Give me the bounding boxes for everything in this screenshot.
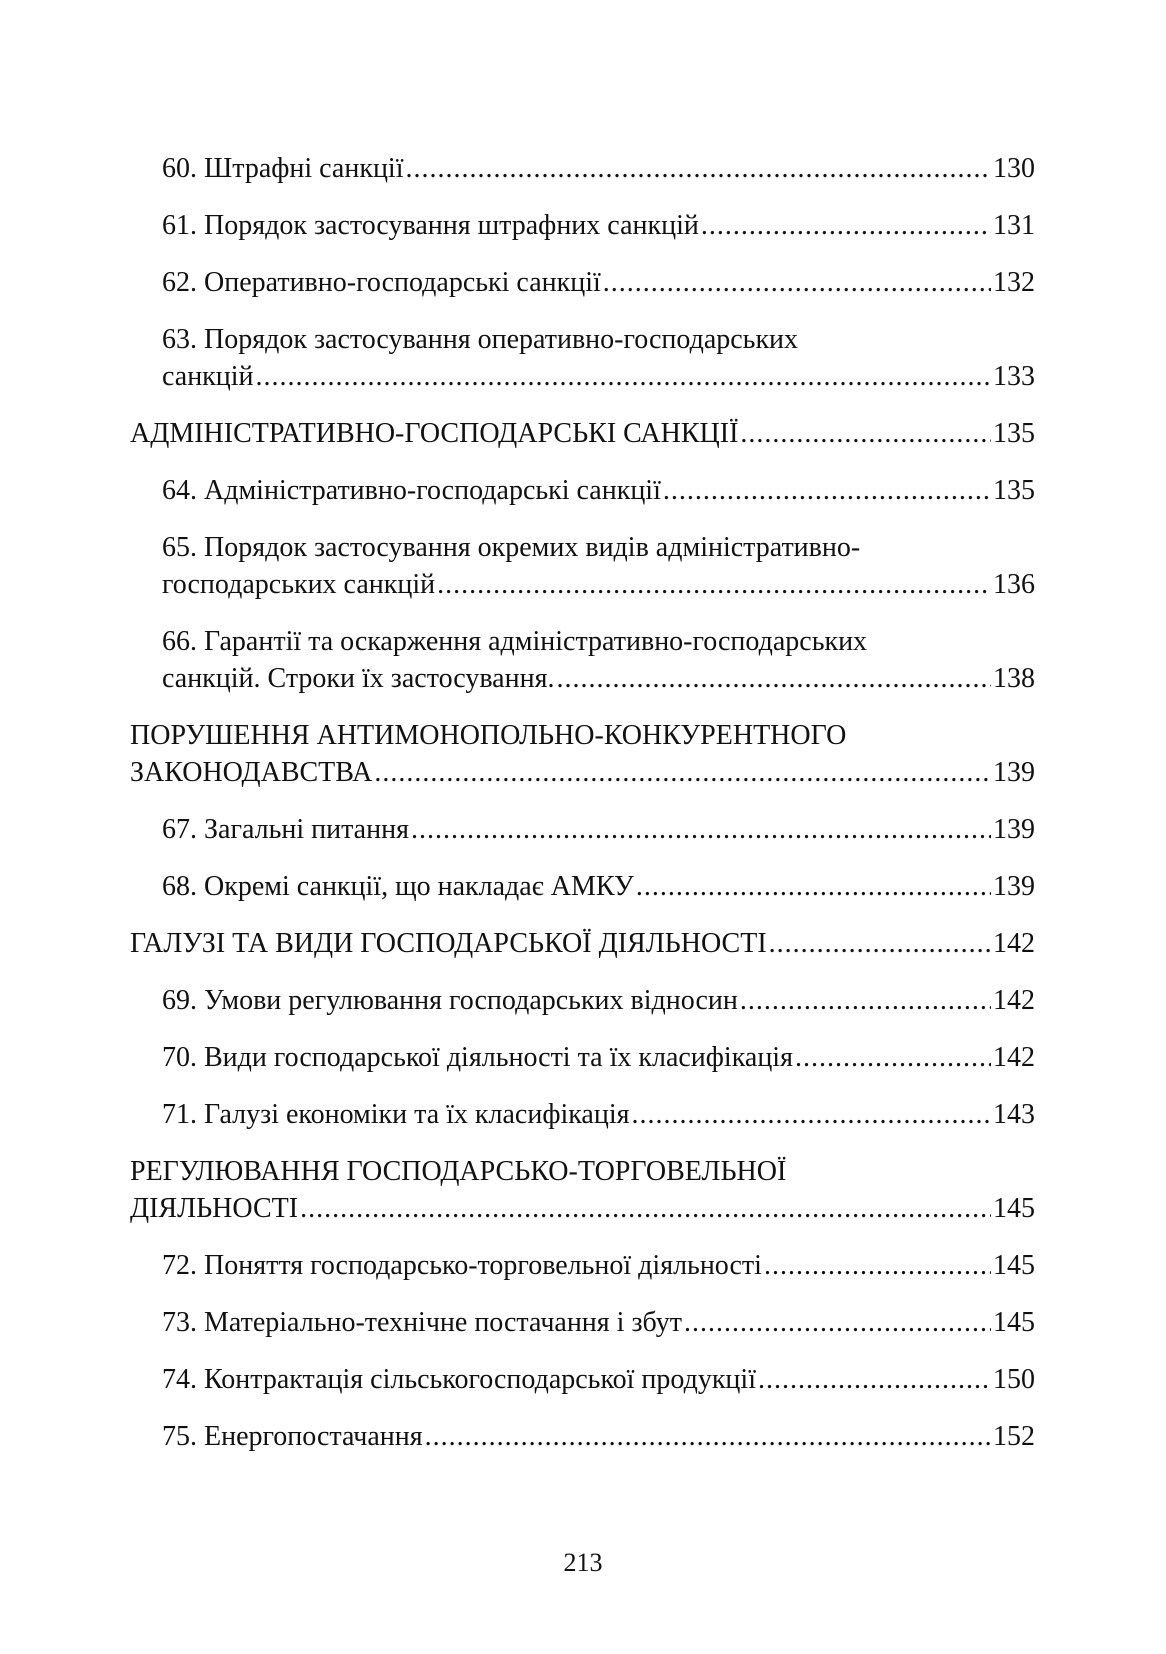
toc-entry-title: 64. Адміністративно-господарські санкції <box>162 475 661 506</box>
toc-item <box>130 982 1035 1019</box>
toc-page-number: 135 <box>993 475 1035 506</box>
toc-entry-leader-line <box>130 925 1035 962</box>
toc-page-number: 135 <box>993 418 1035 449</box>
toc-entry-title-line: РЕГУЛЮВАННЯ ГОСПОДАРСЬКО-ТОРГОВЕЛЬНОЇ <box>130 1156 787 1187</box>
toc-entry-leader-line <box>162 358 1035 395</box>
toc-entry-leader-line <box>162 150 1035 187</box>
toc-item <box>130 1247 1035 1284</box>
dot-leader <box>769 925 991 962</box>
toc-page-number: 132 <box>993 267 1035 298</box>
toc-entry-title: 60. Штрафні санкції <box>162 153 404 184</box>
toc-page-number: 145 <box>993 1193 1035 1224</box>
toc-page-number: 139 <box>993 871 1035 902</box>
toc-entry-title: 74. Контрактація сільськогосподарської продукції <box>162 1364 756 1395</box>
toc-page-number: 139 <box>993 814 1035 845</box>
toc-entry-leader-line <box>162 868 1035 905</box>
toc-entry-title: 68. Окремі санкції, що накладає АМКУ <box>162 871 634 902</box>
toc-entry-leader-line <box>162 811 1035 848</box>
toc-entry-leader-line <box>162 1304 1035 1341</box>
toc-page-number: 130 <box>993 153 1035 184</box>
toc-entry-title: 71. Галузі економіки та їх класифікація <box>162 1099 630 1130</box>
toc-entry-title: 62. Оперативно-господарські санкції <box>162 267 601 298</box>
dot-leader <box>256 358 991 395</box>
toc-entry-title-line: ПОРУШЕННЯ АНТИМОНОПОЛЬНО-КОНКУРЕНТНОГО <box>130 720 847 751</box>
toc-item <box>130 1039 1035 1076</box>
toc-page-number: 138 <box>993 663 1035 694</box>
toc-item <box>130 811 1035 848</box>
toc-entry-leader-line <box>162 264 1035 301</box>
toc-item <box>130 1096 1035 1133</box>
toc-entry-leader-line <box>162 1096 1035 1133</box>
toc-entry-title: 75. Енергопостачання <box>162 1421 423 1452</box>
toc-item <box>130 472 1035 509</box>
dot-leader <box>411 811 991 848</box>
table-of-contents <box>130 150 1035 1475</box>
toc-page-number: 152 <box>993 1421 1035 1452</box>
toc-entry-leader-line <box>162 660 1035 697</box>
toc-page-number: 142 <box>993 1042 1035 1073</box>
toc-entry-leader-line <box>162 1418 1035 1455</box>
dot-leader <box>406 150 992 187</box>
dot-leader <box>374 754 991 791</box>
dot-leader <box>636 868 991 905</box>
toc-entry-title: ДІЯЛЬНОСТІ <box>130 1193 299 1224</box>
dot-leader <box>437 566 991 603</box>
toc-entry-title-line: 66. Гарантії та оскарження адміністративно-господарських <box>162 626 868 657</box>
toc-entry-title: ЗАКОНОДАВСТВА <box>130 757 373 788</box>
dot-leader <box>425 1418 991 1455</box>
toc-entry-title: АДМІНІСТРАТИВНО-ГОСПОДАРСЬКІ САНКЦІЇ <box>130 418 739 449</box>
toc-entry-title: санкцій. Строки їх застосування. <box>162 663 555 694</box>
dot-leader <box>795 1039 991 1076</box>
dot-leader <box>764 1247 991 1284</box>
toc-entry-leader-line <box>162 982 1035 1019</box>
toc-page-number: 139 <box>993 757 1035 788</box>
toc-page-number: 142 <box>993 928 1035 959</box>
toc-section <box>130 925 1035 962</box>
toc-entry-title: 73. Матеріально-технічне постачання і збут <box>162 1307 682 1338</box>
dot-leader <box>740 415 991 452</box>
toc-item <box>130 1304 1035 1341</box>
dot-leader <box>701 207 991 244</box>
toc-entry-leader-line <box>130 754 1035 791</box>
toc-item <box>130 529 1035 603</box>
toc-entry-leader-line <box>130 1190 1035 1227</box>
toc-page-number: 145 <box>993 1250 1035 1281</box>
toc-entry-leader-line <box>130 415 1035 452</box>
toc-item <box>130 1418 1035 1455</box>
toc-entry-title-line: 65. Порядок застосування окремих видів адміністративно- <box>162 532 861 563</box>
toc-entry-title: господарських санкцій <box>162 569 436 600</box>
toc-item <box>130 207 1035 244</box>
toc-section <box>130 1153 1035 1227</box>
dot-leader <box>684 1304 991 1341</box>
toc-entry-leader-line <box>162 472 1035 509</box>
toc-page-number: 143 <box>993 1099 1035 1130</box>
toc-item <box>130 623 1035 697</box>
toc-page-number: 131 <box>993 210 1035 241</box>
page-number: 213 <box>563 1548 603 1577</box>
toc-item <box>130 150 1035 187</box>
dot-leader <box>603 264 991 301</box>
toc-entry-leader-line <box>162 207 1035 244</box>
toc-page-number: 150 <box>993 1364 1035 1395</box>
toc-entry-title: 67. Загальні питання <box>162 814 409 845</box>
toc-entry-title: 70. Види господарської діяльності та їх класифікація <box>162 1042 793 1073</box>
toc-entry-title: 69. Умови регулювання господарських відносин <box>162 985 738 1016</box>
toc-item <box>130 264 1035 301</box>
dot-leader <box>740 982 991 1019</box>
dot-leader <box>556 660 991 697</box>
toc-section <box>130 415 1035 452</box>
dot-leader <box>758 1361 991 1398</box>
dot-leader <box>632 1096 992 1133</box>
toc-page-number: 133 <box>993 361 1035 392</box>
toc-item <box>130 321 1035 395</box>
toc-entry-title-line: 63. Порядок застосування оперативно-господарських <box>162 324 799 355</box>
toc-section <box>130 717 1035 791</box>
toc-entry-leader-line <box>162 1361 1035 1398</box>
toc-page-number: 145 <box>993 1307 1035 1338</box>
toc-page-number: 142 <box>993 985 1035 1016</box>
toc-item <box>130 1361 1035 1398</box>
toc-entry-title: 72. Поняття господарсько-торговельної діяльності <box>162 1250 762 1281</box>
toc-entry-leader-line <box>162 1039 1035 1076</box>
dot-leader <box>300 1190 991 1227</box>
toc-entry-leader-line <box>162 566 1035 603</box>
toc-entry-leader-line <box>162 1247 1035 1284</box>
toc-entry-title: 61. Порядок застосування штрафних санкцій <box>162 210 699 241</box>
toc-page-number: 136 <box>993 569 1035 600</box>
toc-entry-title: ГАЛУЗІ ТА ВИДИ ГОСПОДАРСЬКОЇ ДІЯЛЬНОСТІ <box>130 928 767 959</box>
dot-leader <box>663 472 991 509</box>
toc-entry-title: санкцій <box>162 361 254 392</box>
toc-item <box>130 868 1035 905</box>
